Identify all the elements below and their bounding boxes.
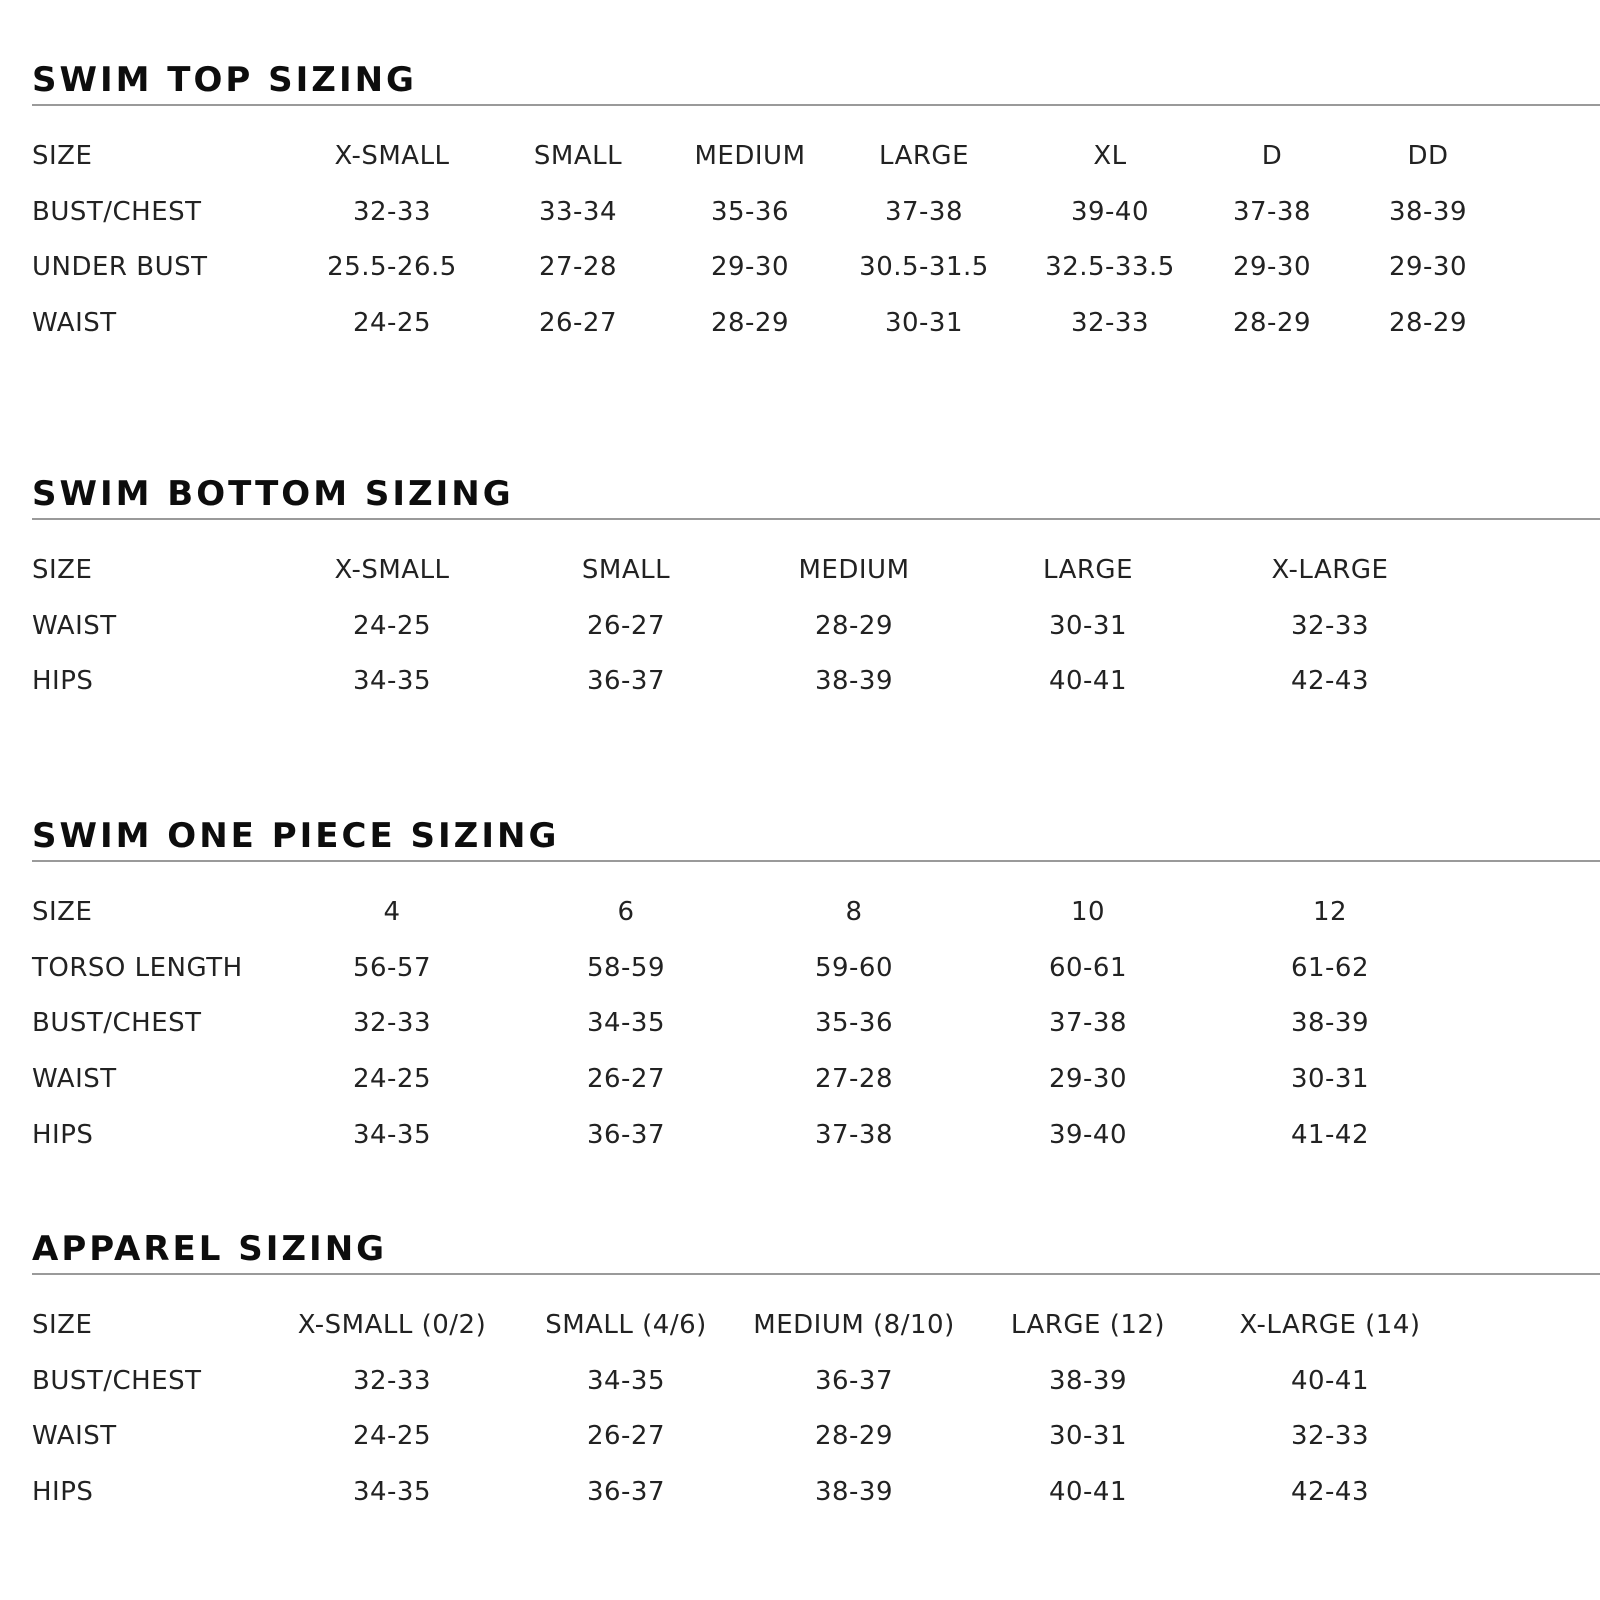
measurement-value: 30.5-31.5 — [859, 252, 989, 283]
section-divider — [32, 1273, 1600, 1275]
size-column-header: XL — [1093, 141, 1127, 171]
measurement-value: 24-25 — [352, 1064, 432, 1095]
measurement-value: 33-34 — [538, 196, 618, 227]
size-column-header: 6 — [617, 897, 635, 927]
size-column-header: 4 — [383, 897, 401, 927]
size-column-header: LARGE — [878, 141, 969, 171]
measurement-value: 34-35 — [586, 1365, 666, 1396]
measurement-value: 34-35 — [352, 1477, 432, 1508]
measurement-value: 30-31 — [1048, 610, 1128, 641]
measurement-value: 29-30 — [1388, 252, 1468, 283]
section-title: SWIM TOP SIZING — [32, 60, 417, 100]
size-column-header: LARGE (12) — [1010, 1310, 1166, 1340]
table-row — [0, 1003, 1600, 1043]
measurement-value: 37-38 — [814, 1119, 894, 1150]
size-column-header: D — [1261, 141, 1283, 171]
measurement-label: WAIST — [32, 308, 117, 339]
measurement-value: 37-38 — [884, 196, 964, 227]
measurement-label: BUST/CHEST — [32, 1365, 202, 1396]
measurement-value: 24-25 — [352, 610, 432, 641]
table-row — [0, 192, 1600, 232]
measurement-value: 38-39 — [1290, 1008, 1370, 1039]
section-divider — [32, 104, 1600, 106]
size-column-header: DD — [1407, 141, 1449, 171]
size-column-header: SMALL — [533, 141, 623, 171]
size-column-header: LARGE — [1042, 555, 1133, 585]
table-row — [0, 1472, 1600, 1512]
table-row — [0, 1059, 1600, 1099]
measurement-label: WAIST — [32, 1064, 117, 1095]
size-column-header: 8 — [845, 897, 863, 927]
table-row — [0, 661, 1600, 701]
size-label: SIZE — [32, 1310, 93, 1340]
measurement-value: 28-29 — [814, 610, 894, 641]
table-row — [0, 1416, 1600, 1456]
table-row — [0, 1115, 1600, 1155]
measurement-value: 28-29 — [710, 308, 790, 339]
measurement-value: 32-33 — [352, 1365, 432, 1396]
measurement-value: 34-35 — [352, 1119, 432, 1150]
size-column-header: MEDIUM (8/10) — [753, 1310, 955, 1340]
size-column-header: X-SMALL (0/2) — [297, 1310, 487, 1340]
measurement-value: 40-41 — [1048, 1477, 1128, 1508]
measurement-value: 24-25 — [352, 1421, 432, 1452]
measurement-value: 36-37 — [586, 666, 666, 697]
measurement-value: 24-25 — [352, 308, 432, 339]
measurement-value: 58-59 — [586, 952, 666, 983]
table-header-row — [0, 1305, 1600, 1345]
size-label: SIZE — [32, 141, 93, 171]
size-column-header: X-SMALL — [334, 141, 450, 171]
size-label: SIZE — [32, 555, 93, 585]
measurement-value: 29-30 — [1048, 1064, 1128, 1095]
measurement-value: 59-60 — [814, 952, 894, 983]
size-column-header: X-LARGE (14) — [1239, 1310, 1421, 1340]
size-column-header: MEDIUM — [694, 141, 806, 171]
section-title: APPAREL SIZING — [32, 1229, 388, 1269]
size-column-header: SMALL (4/6) — [545, 1310, 707, 1340]
measurement-value: 28-29 — [1232, 308, 1312, 339]
measurement-value: 34-35 — [586, 1008, 666, 1039]
size-column-header: SMALL — [581, 555, 671, 585]
measurement-value: 38-39 — [814, 1477, 894, 1508]
measurement-label: WAIST — [32, 1421, 117, 1452]
measurement-value: 32-33 — [1070, 308, 1150, 339]
measurement-value: 28-29 — [1388, 308, 1468, 339]
measurement-value: 32-33 — [1290, 610, 1370, 641]
measurement-value: 27-28 — [814, 1064, 894, 1095]
section-divider — [32, 518, 1600, 520]
measurement-value: 39-40 — [1070, 196, 1150, 227]
measurement-value: 56-57 — [352, 952, 432, 983]
measurement-value: 26-27 — [586, 1421, 666, 1452]
measurement-value: 26-27 — [586, 1064, 666, 1095]
table-row — [0, 948, 1600, 988]
measurement-value: 26-27 — [586, 610, 666, 641]
measurement-value: 40-41 — [1290, 1365, 1370, 1396]
measurement-value: 30-31 — [884, 308, 964, 339]
table-row — [0, 303, 1600, 343]
measurement-value: 32-33 — [352, 1008, 432, 1039]
measurement-value: 42-43 — [1290, 666, 1370, 697]
measurement-value: 32-33 — [352, 196, 432, 227]
measurement-value: 41-42 — [1290, 1119, 1370, 1150]
measurement-value: 34-35 — [352, 666, 432, 697]
measurement-value: 40-41 — [1048, 666, 1128, 697]
measurement-value: 35-36 — [814, 1008, 894, 1039]
measurement-value: 61-62 — [1290, 952, 1370, 983]
table-header-row — [0, 136, 1600, 176]
measurement-value: 37-38 — [1232, 196, 1312, 227]
table-row — [0, 1361, 1600, 1401]
size-column-header: 12 — [1312, 897, 1348, 927]
measurement-value: 39-40 — [1048, 1119, 1128, 1150]
table-row — [0, 606, 1600, 646]
measurement-value: 38-39 — [1388, 196, 1468, 227]
measurement-value: 25.5-26.5 — [327, 252, 457, 283]
measurement-value: 37-38 — [1048, 1008, 1128, 1039]
table-header-row — [0, 550, 1600, 590]
measurement-value: 38-39 — [814, 666, 894, 697]
measurement-value: 26-27 — [538, 308, 618, 339]
table-header-row — [0, 892, 1600, 932]
measurement-label: TORSO LENGTH — [32, 952, 243, 983]
measurement-value: 30-31 — [1290, 1064, 1370, 1095]
measurement-value: 60-61 — [1048, 952, 1128, 983]
measurement-value: 42-43 — [1290, 1477, 1370, 1508]
measurement-value: 32-33 — [1290, 1421, 1370, 1452]
measurement-value: 36-37 — [586, 1119, 666, 1150]
measurement-value: 35-36 — [710, 196, 790, 227]
size-label: SIZE — [32, 897, 93, 927]
measurement-value: 36-37 — [586, 1477, 666, 1508]
measurement-label: BUST/CHEST — [32, 1008, 202, 1039]
measurement-value: 29-30 — [1232, 252, 1312, 283]
measurement-label: WAIST — [32, 610, 117, 641]
measurement-value: 30-31 — [1048, 1421, 1128, 1452]
size-column-header: X-SMALL — [334, 555, 450, 585]
section-title: SWIM BOTTOM SIZING — [32, 474, 514, 514]
measurement-label: BUST/CHEST — [32, 196, 202, 227]
measurement-value: 38-39 — [1048, 1365, 1128, 1396]
size-column-header: X-LARGE — [1271, 555, 1389, 585]
measurement-value: 32.5-33.5 — [1045, 252, 1175, 283]
measurement-label: HIPS — [32, 666, 94, 697]
size-column-header: 10 — [1070, 897, 1106, 927]
measurement-value: 28-29 — [814, 1421, 894, 1452]
measurement-value: 27-28 — [538, 252, 618, 283]
measurement-label: HIPS — [32, 1119, 94, 1150]
measurement-label: UNDER BUST — [32, 252, 208, 283]
measurement-value: 29-30 — [710, 252, 790, 283]
table-row — [0, 247, 1600, 287]
section-divider — [32, 860, 1600, 862]
measurement-label: HIPS — [32, 1477, 94, 1508]
measurement-value: 36-37 — [814, 1365, 894, 1396]
size-column-header: MEDIUM — [798, 555, 910, 585]
section-title: SWIM ONE PIECE SIZING — [32, 816, 560, 856]
